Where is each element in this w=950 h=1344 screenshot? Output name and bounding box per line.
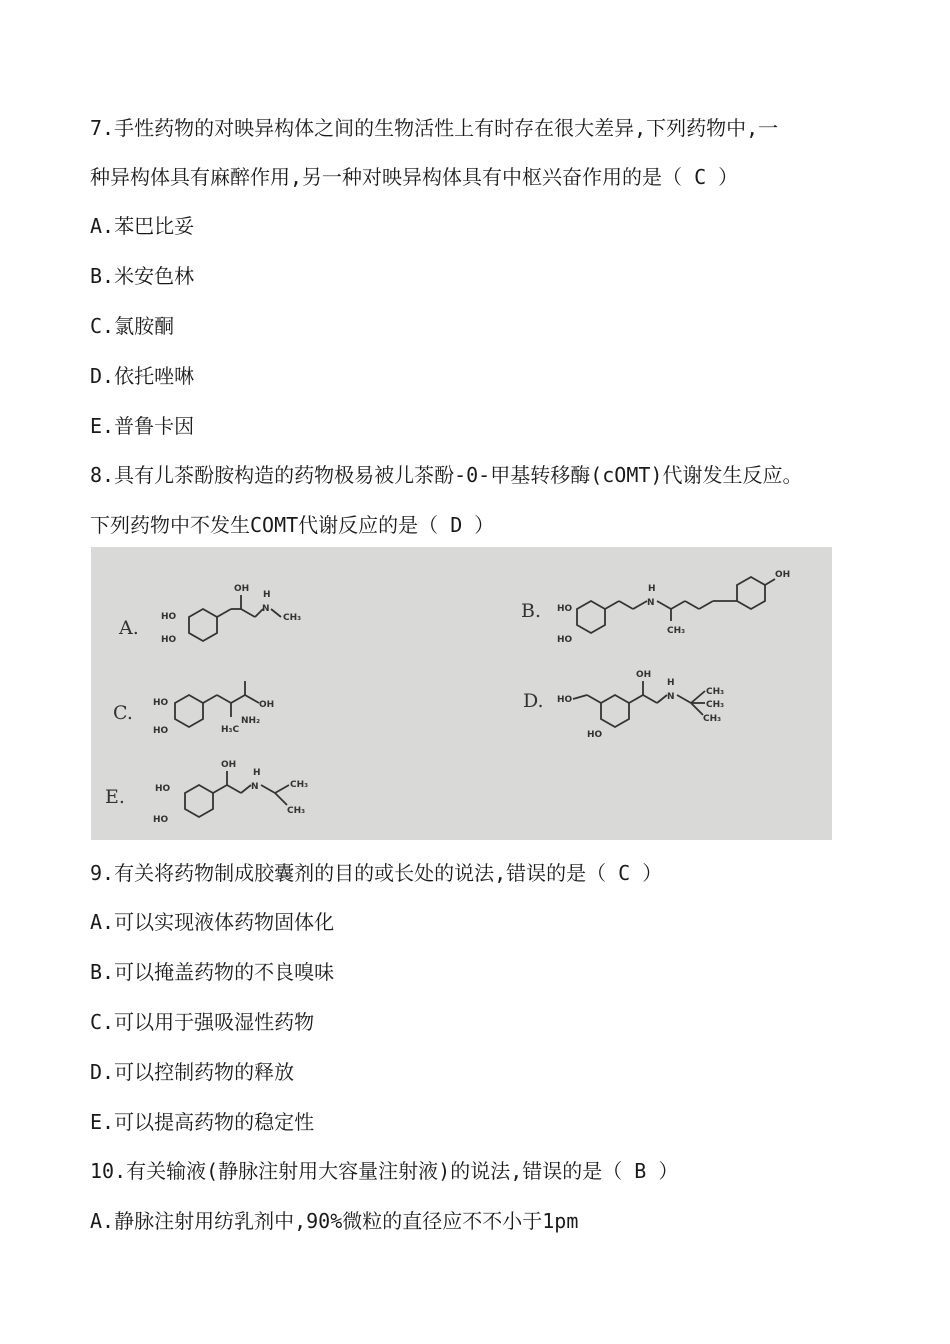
b-ch3: CH₃ [667,626,686,636]
a-oh: OH [234,584,250,594]
a-ho-1: HO [161,612,177,622]
q8-structures-figure [91,547,832,840]
b-h: H [648,584,656,594]
d-ch3-2: CH₃ [706,700,725,710]
a-ho-2: HO [161,635,177,645]
q9-option-b: B.可以掩盖药物的不良嗅味 [90,960,335,984]
q9-option-a: A.可以实现液体药物固体化 [90,910,335,934]
a-h: H [263,590,271,600]
e-ch3-1: CH₃ [290,780,309,790]
q7-option-e: E.普鲁卡因 [90,414,195,438]
q7-stem-line1: 7.手性药物的对映异构体之间的生物活性上有时存在很大差异,下列药物中,一 [90,116,779,140]
label-a: A. [119,617,139,639]
q9-option-e: E.可以提高药物的稳定性 [90,1110,315,1134]
structure-c [113,681,274,736]
e-h: H [253,768,261,778]
q8-stem-line1: 8.具有儿茶酚胺构造的药物极易被儿茶酚-0-甲基转移酶(cOMT)代谢发生反应。 [90,463,803,487]
b-oh: OH [775,570,791,580]
d-ho-1: HO [557,695,573,705]
a-n: N [262,604,270,614]
e-oh: OH [221,760,237,770]
label-d: D. [523,690,544,712]
q7-option-a: A.苯巴比妥 [90,214,195,238]
structure-e [105,760,308,825]
label-b: B. [521,600,542,622]
structure-b [521,570,790,645]
q10-stem: 10.有关输液(静脉注射用大容量注射液)的说法,错误的是（ B ） [90,1159,679,1183]
q9-option-d: D.可以控制药物的释放 [90,1060,295,1084]
e-n: N [251,782,259,792]
d-n: N [667,692,675,702]
d-ch3-1: CH₃ [706,687,725,697]
q10-option-a: A.静脉注射用纺乳剂中,90%微粒的直径应不不小于1pm [90,1209,579,1233]
c-oh: OH [259,700,275,710]
d-oh: OH [636,670,652,680]
b-n: N [647,598,655,608]
q9-option-c: C.可以用于强吸湿性药物 [90,1010,315,1034]
structure-a [118,584,301,645]
structure-d [523,670,724,740]
c-ho-2: HO [153,726,169,736]
q9-stem: 9.有关将药物制成胶囊剂的目的或长处的说法,错误的是（ C ） [90,861,663,885]
q7-stem-line2: 种异构体具有麻醉作用,另一种对映异构体具有中枢兴奋作用的是（ C ） [90,165,739,189]
c-ho-1: HO [153,698,169,708]
e-ho-1: HO [155,784,171,794]
q7-option-c: C.氯胺酮 [90,314,175,338]
q7-option-d: D.依托唑啉 [90,364,195,388]
c-h3c: H₃C [221,725,240,735]
b-ho-1: HO [557,604,573,614]
b-ho-2: HO [557,635,573,645]
c-nh2: NH₂ [241,716,261,726]
q7-option-b: B.米安色林 [90,264,195,288]
d-h: H [667,678,675,688]
q8-stem-line2: 下列药物中不发生COMT代谢反应的是（ D ） [90,513,495,537]
d-ch3-3: CH₃ [703,714,722,724]
e-ch3-2: CH₃ [287,806,306,816]
label-c: C. [113,702,133,724]
e-ho-2: HO [153,815,169,825]
label-e: E. [105,786,125,808]
a-ch3: CH₃ [283,613,302,623]
d-ho-2: HO [587,730,603,740]
